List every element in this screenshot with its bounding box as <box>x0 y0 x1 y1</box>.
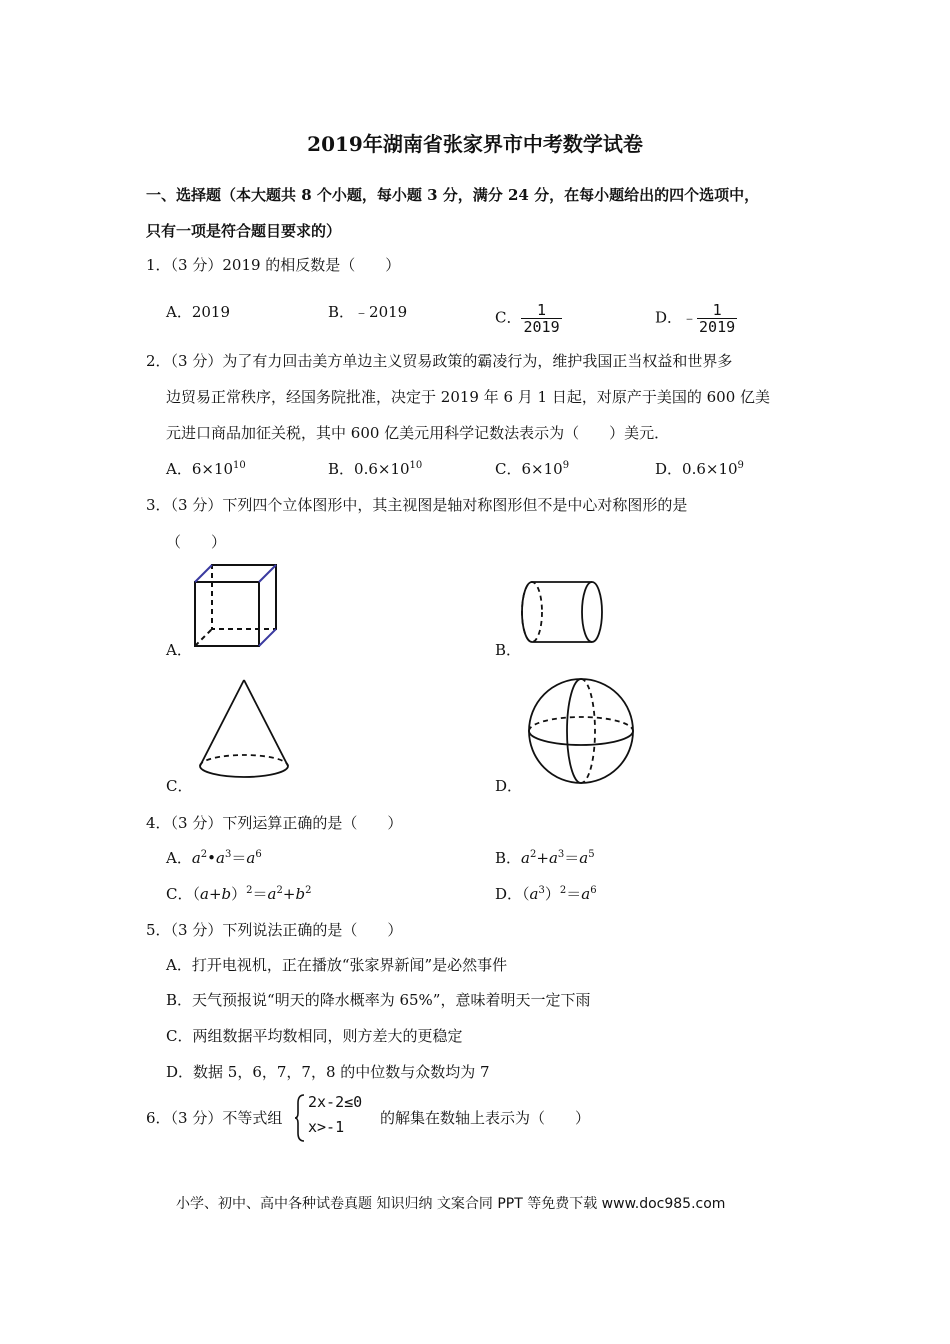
q2-option-d <box>655 459 744 479</box>
fraction-numerator: 1 <box>697 302 737 319</box>
q5-option-a: A．打开电视机，正在播放“张家界新闻”是必然事件 <box>166 956 508 974</box>
q4-option-d-label: D． <box>495 885 523 903</box>
fraction-denominator: 2019 <box>699 318 736 336</box>
exponent: 10 <box>409 460 423 471</box>
exponent: 9 <box>562 460 570 471</box>
q5-stem: 5．（3 分）下列说法正确的是（ ） <box>146 921 403 939</box>
q1-option-b: B．﹣2019 <box>328 303 408 321</box>
q1-option-d-fraction <box>697 302 737 335</box>
q6-prefix: 6．（3 分）不等式组 <box>146 1109 283 1127</box>
q3-option-d-label: D． <box>495 777 523 795</box>
q4-option-a: A．$a^2•a^3=a^6$ <box>166 849 262 867</box>
q2-option-a <box>166 459 246 479</box>
q2-option-b-label: B．0.6×10 <box>328 460 410 478</box>
q2-line1: 2．（3 分）为了有力回击美方单边主义贸易政策的霸凌行为，维护我国正当权益和世界多 <box>146 352 733 370</box>
q3-option-c-label: C． <box>166 777 193 795</box>
q1-option-c <box>495 302 562 335</box>
q2-option-d-label: D．0.6×10 <box>655 460 738 478</box>
q3-option-a-label: A． <box>166 641 192 659</box>
q3-line2: （ ） <box>166 533 227 551</box>
cone-figure <box>196 678 296 782</box>
q6-inequality-1: 2x-2≤0 <box>308 1093 363 1111</box>
q1-option-c-label: C． <box>495 308 522 327</box>
q4-option-c: C．$(a+b)^2=a^2+b^2$ <box>166 885 312 903</box>
brace-icon <box>294 1093 306 1143</box>
q6-suffix: 的解集在数轴上表示为（ ） <box>380 1109 591 1127</box>
cube-figure <box>190 560 282 650</box>
page-footer: 小学、初中、高中各种试卷真题 知识归纳 文案合同 PPT 等免费下载 www.doc985.com <box>176 1196 726 1212</box>
exponent: 9 <box>737 460 744 471</box>
q2-line2: 边贸易正常秩序，经国务院批准，决定于 2019 年 6 月 1 日起，对原产于美国的 600 亿美 <box>166 388 771 406</box>
q1-stem: 1．（3 分）2019 的相反数是（ ） <box>146 256 401 274</box>
q5-option-d: D．数据 5，6，7，7，8 的中位数与众数均为 7 <box>166 1063 490 1081</box>
q2-option-a-label: A．6×10 <box>166 460 234 478</box>
q2-option-b <box>328 459 422 479</box>
sphere-figure <box>527 677 635 785</box>
q4-option-d: D．$(a^3)^2=a^6$ <box>495 885 597 903</box>
q1-option-a: A．2019 <box>166 303 231 321</box>
cylinder-figure <box>520 578 610 650</box>
exam-title: 2019年湖南省张家界市中考数学试卷 <box>307 132 643 156</box>
q3-line1: 3．（3 分）下列四个立体图形中，其主视图是轴对称图形但不是中心对称图形的是 <box>146 496 688 514</box>
exponent: 10 <box>233 460 246 471</box>
q2-option-c <box>495 459 569 479</box>
q4-option-b-label: B． <box>495 849 522 867</box>
section-header-line1: 一、选择题（本大题共 8 个小题，每小题 3 分，满分 24 分，在每小题给出的四个选项中， <box>146 186 760 204</box>
q3-option-b-label: B． <box>495 641 522 659</box>
fraction-denominator: 2019 <box>523 318 560 336</box>
q1-option-d <box>655 302 737 335</box>
q4-option-c-label: C． <box>166 885 193 903</box>
q1-option-d-label: D．﹣ <box>655 308 698 327</box>
q2-option-c-label: C．6×10 <box>495 460 563 478</box>
fraction-numerator: 1 <box>521 302 561 319</box>
section-header-line2: 只有一项是符合题目要求的） <box>146 222 342 240</box>
q4-option-b: B．$a^2+a^3=a^5$ <box>495 849 595 867</box>
q2-line3: 元进口商品加征关税，其中 600 亿美元用科学记数法表示为（ ）美元． <box>166 424 670 442</box>
q4-option-a-label: A． <box>166 849 192 867</box>
q5-option-c: C．两组数据平均数相同，则方差大的更稳定 <box>166 1027 463 1045</box>
q1-option-c-fraction <box>521 302 561 335</box>
q6-inequality-2: x>-1 <box>308 1118 345 1136</box>
q5-option-b: B．天气预报说“明天的降水概率为 65%”，意味着明天一定下雨 <box>166 991 591 1009</box>
q4-stem: 4．（3 分）下列运算正确的是（ ） <box>146 814 403 832</box>
